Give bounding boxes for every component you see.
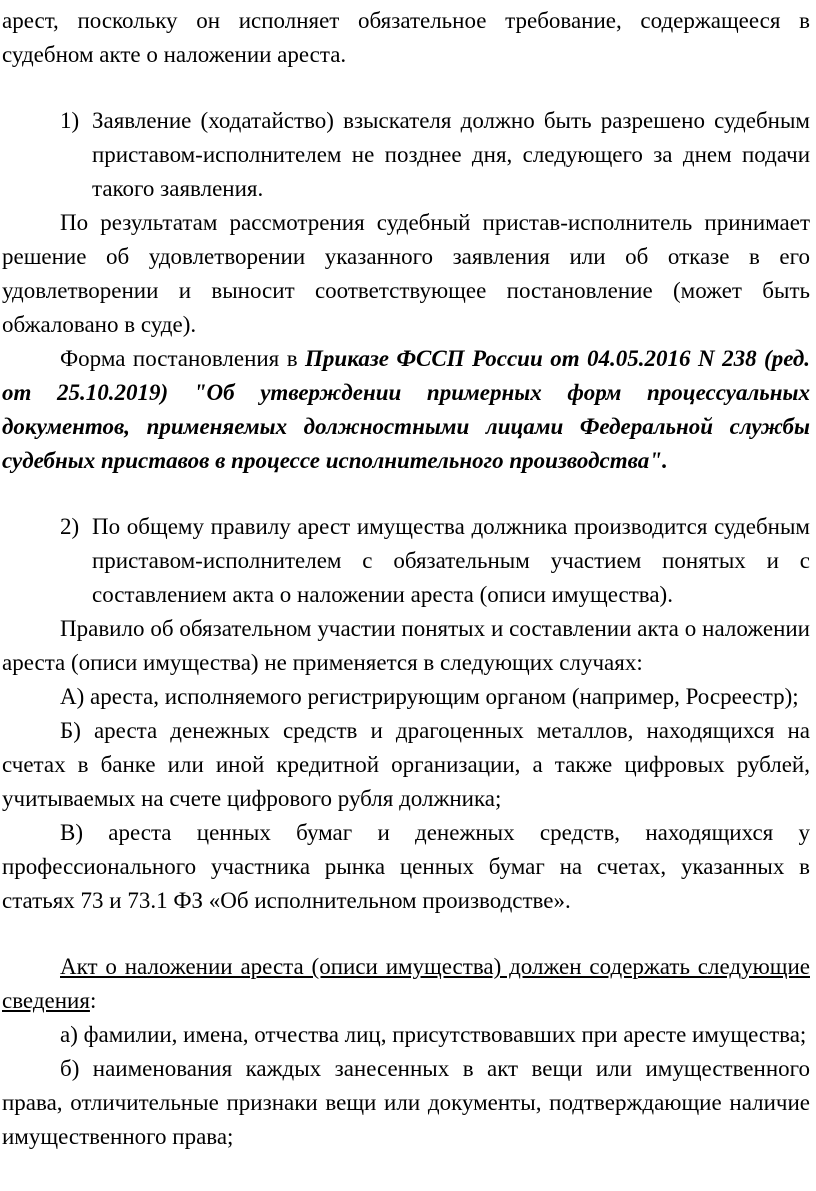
item-a: а) фамилии, имена, отчества лиц, присутствовавших при аресте имущества;	[60, 1022, 807, 1047]
paragraph-act-contents	[2, 950, 810, 1018]
spacer	[2, 478, 810, 510]
spacer	[2, 72, 810, 104]
item-b: б) наименования каждых занесенных в акт вещи или имущественного права, отличительные признаки вещи или документы, подтверждающие наличие имущественного права;	[2, 1056, 810, 1149]
reference-prefix: Форма постановления в	[60, 346, 306, 371]
item-text: По общему правилу арест имущества должника производится судебным приставом-исполнителем с обязательным участием понятых и с составлением акта о наложении ареста (описи имущества).	[92, 514, 810, 607]
case-b: Б) ареста денежных средств и драгоценных металлов, находящихся на счетах в банке или иной кредитной организации, а также цифровых рублей, учитываемых на счете цифрового рубля должника;	[2, 718, 810, 811]
item-number: 1)	[60, 108, 80, 133]
case-v: В) ареста ценных бумаг и денежных средств, находящихся у профессионального участника рынка ценных бумаг на счетах, указанных в статьях 73 и 73.1 ФЗ «Об исполнительном производстве».	[2, 820, 810, 913]
numbered-item-2	[2, 510, 810, 612]
order-reference: Приказе ФССП России от 04.05.2016 N 238 (ред. от 25.10.2019) "Об утверждении примерных форм процессуальных документов, применяемых должностными лицами Федеральной службы судебных приставов в процессе исполнительного производства".	[2, 346, 810, 473]
paragraph-continuation: арест, поскольку он исполняет обязательное требование, содержащееся в судебном акте о наложении ареста.	[2, 8, 810, 67]
case-a: А) ареста, исполняемого регистрирующим органом (например, Росреестр);	[60, 684, 799, 709]
numbered-item-1	[2, 104, 810, 206]
spacer	[2, 918, 810, 950]
paragraph-result: По результатам рассмотрения судебный пристав-исполнитель принимает решение об удовлетворении указанного заявления или об отказе в его удовлетворении и выносит соответствующее постановление (может быть обжаловано в суде).	[2, 210, 810, 337]
item-text: Заявление (ходатайство) взыскателя должно быть разрешено судебным приставом-исполнителем не позднее дня, следующего за днем подачи такого заявления.	[92, 108, 810, 201]
heading-colon: :	[89, 988, 97, 1013]
underlined-heading: Акт о наложении ареста (описи имущества) должен содержать следующие сведения	[2, 954, 810, 1013]
paragraph-form-reference	[2, 342, 810, 478]
paragraph-rule: Правило об обязательном участии понятых и составлении акта о наложении ареста (описи имущества) не применяется в следующих случаях:	[2, 616, 810, 675]
item-number: 2)	[60, 514, 80, 539]
